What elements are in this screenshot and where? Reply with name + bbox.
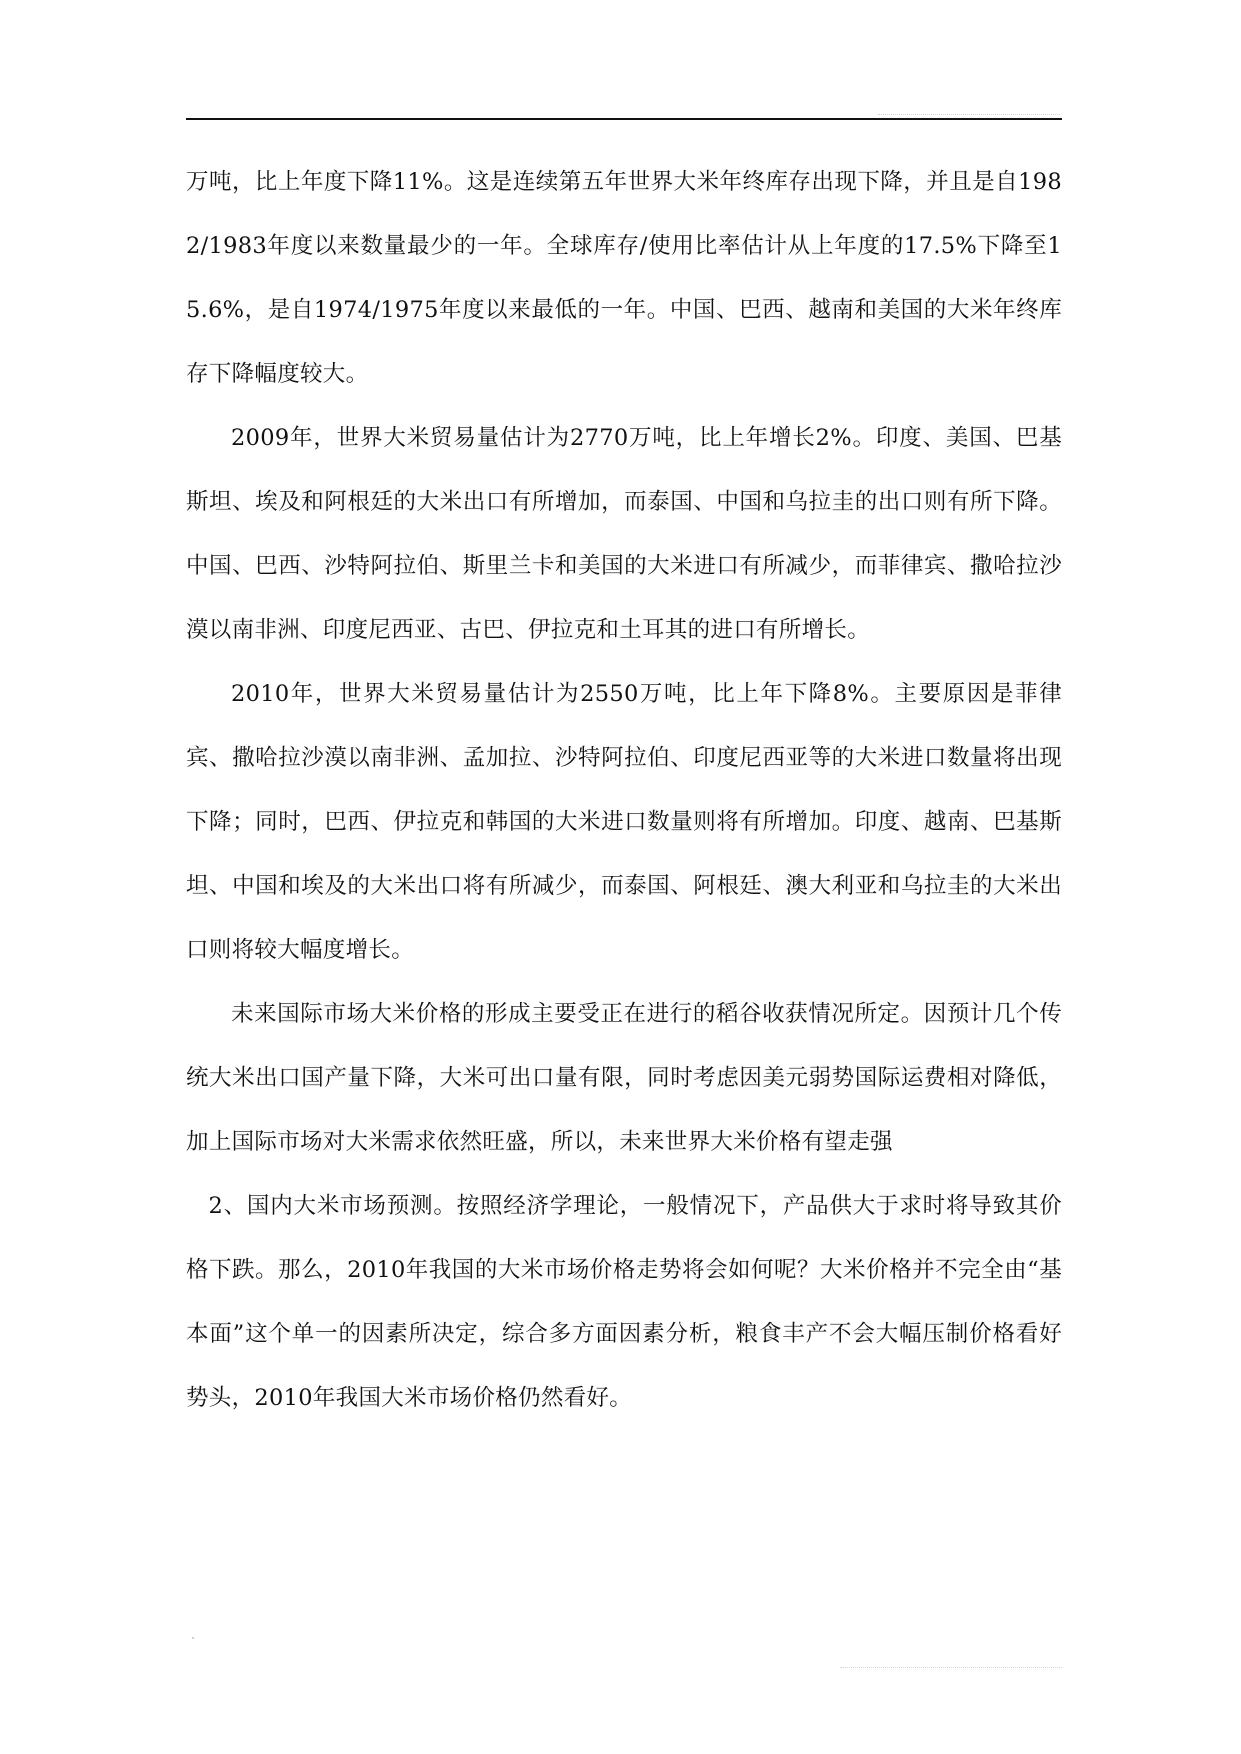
paragraph-rice-stocks: 万吨，比上年度下降11%。这是连续第五年世界大米年终库存出现下降，并且是自1982/1983年度以来数量最少的一年。全球库存/使用比率估计从上年度的17.5%下降至15.6%，是自1974/1975年度以来最低的一年。中国、巴西、越南和美国的大米年终库存下降幅度较大。 <box>186 169 1062 387</box>
footer-faint-text-line <box>840 1667 1062 1669</box>
footer-mark <box>192 1637 194 1639</box>
paragraph-2009-trade: 2009年，世界大米贸易量估计为2770万吨，比上年增长2%。印度、美国、巴基斯坦、埃及和阿根廷的大米出口有所增加，而泰国、中国和乌拉圭的出口则有所下降。中国、巴西、沙特阿拉伯、斯里兰卡和美国的大米进口有所减少，而菲律宾、撒哈拉沙漠以南非洲、印度尼西亚、古巴、伊拉克和土耳其的进口有所增长。 <box>186 425 1062 643</box>
paragraph-international-price-outlook: 未来国际市场大米价格的形成主要受正在进行的稻谷收获情况所定。因预计几个传统大米出口国产量下降，大米可出口量有限，同时考虑因美元弱势国际运费相对降低，加上国际市场对大米需求依然旺盛，所以，未来世界大米价格有望走强 <box>186 1001 1062 1155</box>
paragraph-2010-trade: 2010年，世界大米贸易量估计为2550万吨，比上年下降8%。主要原因是菲律宾、撒哈拉沙漠以南非洲、孟加拉、沙特阿拉伯、印度尼西亚等的大米进口数量将出现下降；同时，巴西、伊拉克和韩国的大米进口数量则将有所增加。印度、越南、巴基斯坦、中国和埃及的大米出口将有所减少，而泰国、阿根廷、澳大利亚和乌拉圭的大米出口则将较大幅度增长。 <box>186 681 1062 963</box>
header-faint-text-line <box>878 114 1060 116</box>
document-body <box>186 150 1062 1430</box>
header-rule <box>186 118 1062 120</box>
paragraph-domestic-market-forecast: 2、国内大米市场预测。按照经济学理论，一般情况下，产品供大于求时将导致其价格下跌。那么，2010年我国的大米市场价格走势将会如何呢？大米价格并不完全由“基本面”这个单一的因素所决定，综合多方面因素分析，粮食丰产不会大幅压制价格看好势头，2010年我国大米市场价格仍然看好。 <box>186 1193 1062 1411</box>
